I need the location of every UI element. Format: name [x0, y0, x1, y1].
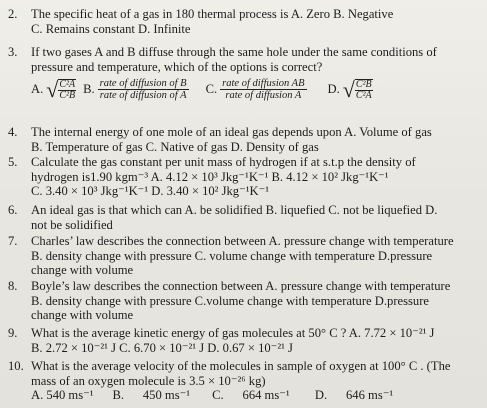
option-a-formula: √ $\frac{\text{C²A}}{\text{C²B}}$ [46, 76, 76, 102]
question-options: C. Remains constant D. Infinite [31, 21, 191, 36]
question-number: 7. [8, 234, 18, 248]
question-text: The internal energy of one mole of an ideal gas depends upon A. Volume of gas [31, 125, 432, 139]
question-number: 6. [8, 203, 18, 217]
question-text: Calculate the gas constant per unit mass of hydrogen if at s.t.p the density of [31, 155, 416, 169]
fraction-denominator: rate of diffusion A [225, 90, 302, 101]
question-options: B. density change with pressure C.volume change with temperature D.pressure [31, 293, 429, 308]
fraction-numerator: rate of diffusion of B [99, 78, 187, 89]
question-options: change with volume [31, 308, 134, 322]
question-text: The specific heat of a gas in 180 thermal process is A. Zero B. Negative [31, 7, 394, 21]
sqrt-denominator: C²B [59, 89, 76, 101]
question-5 [8, 155, 478, 199]
question-text: Charles’ law describes the connection between A. pressure change with temperature [31, 234, 454, 248]
question-text: Boyle’s law describes the connection between A. pressure change with temperature [31, 279, 451, 293]
question-options: change with volume [31, 263, 134, 277]
question-10 [8, 359, 478, 403]
option-b-formula [98, 78, 189, 101]
option-row [31, 78, 478, 101]
question-options: hydrogen is1.90 kgm⁻³ A. 4.12 × 10³ Jkg⁻¹K⁻¹ B. 4.12 × 10² Jkg⁻¹K⁻¹ [31, 169, 389, 184]
question-text: mass of an oxygen molecule is 3.5 × 10⁻²⁶ kg) [31, 373, 266, 388]
question-text: What is the average kinetic energy of gas molecules at 50° C ? A. 7.72 × 10⁻²¹ J [31, 326, 435, 340]
question-options: A. 540 ms⁻¹ B. 450 ms⁻¹ C. 664 ms⁻¹ D. 646 ms⁻¹ [31, 388, 394, 402]
question-number: 9. [8, 326, 18, 340]
question-text: What is the average velocity of the molecules in sample of oxygen at 100° C . (The [31, 359, 451, 373]
sqrt-numerator: C²A [59, 78, 76, 90]
option-label-a: A. [31, 82, 44, 97]
question-text: An ideal gas is that which can A. be solidified B. liquefied C. not be liquefied D. [31, 203, 438, 217]
question-options: not be solidified [31, 217, 113, 232]
question-options: C. 3.40 × 10³ Jkg⁻¹K⁻¹ D. 3.40 × 10² Jkg⁻¹K⁻¹ [31, 184, 270, 198]
question-8 [8, 279, 478, 323]
fraction-denominator: rate of diffusion of A [99, 90, 187, 101]
option-label-b: B. [83, 82, 95, 97]
sqrt-denominator: C²A [355, 89, 372, 101]
question-6 [8, 203, 478, 232]
question-text: pressure and temperature, which of the options is correct? [31, 59, 323, 74]
option-c-formula [220, 78, 306, 101]
option-label-c: C. [205, 82, 218, 97]
question-4 [8, 125, 478, 154]
question-2 [8, 7, 478, 36]
question-text: If two gases A and B diffuse through the same hole under the same conditions of [31, 45, 437, 59]
question-number: 2. [8, 7, 18, 21]
question-options: B. Temperature of gas C. Native of gas D. Density of gas [31, 139, 319, 154]
question-options: B. 2.72 × 10⁻²¹ J C. 6.70 × 10⁻²¹ J D. 0.67 × 10⁻²¹ J [31, 340, 293, 355]
option-d-formula: √ $\frac{\text{C²B}}{\text{C²A}}$ [342, 76, 372, 102]
question-number: 5. [8, 155, 18, 169]
question-9 [8, 326, 478, 355]
sqrt-numerator: C²B [355, 78, 372, 90]
question-3 [8, 45, 478, 101]
question-number: 3. [8, 45, 18, 59]
option-label-d: D. [327, 82, 340, 97]
question-number: 4. [8, 125, 18, 139]
question-7 [8, 234, 478, 278]
question-number: 8. [8, 279, 18, 293]
question-options: B. density change with pressure C. volume change with temperature D.pressure [31, 248, 433, 263]
fraction-numerator: rate of diffusion AB [222, 78, 305, 89]
question-number: 10. [8, 359, 24, 373]
